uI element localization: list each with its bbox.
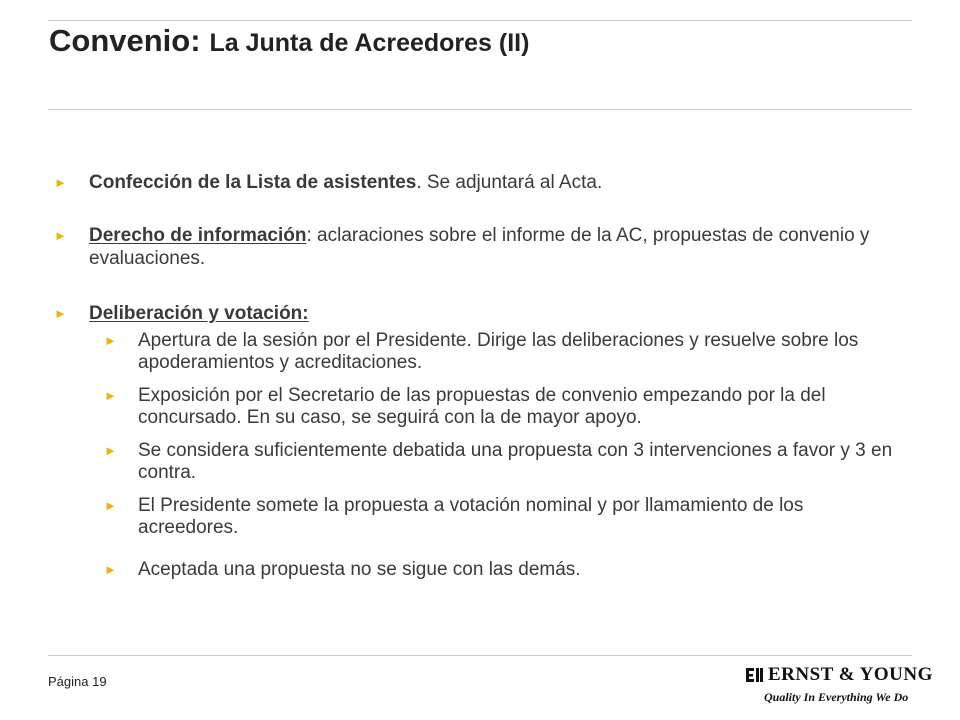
sub-bullet xyxy=(48,495,908,539)
arrow-bullet-icon: ► xyxy=(104,562,117,577)
sub-bullet xyxy=(48,385,908,429)
slide-title xyxy=(49,22,529,59)
arrow-bullet-icon: ► xyxy=(104,388,117,403)
logo-name: ERNST & YOUNG xyxy=(768,664,933,685)
arrow-bullet-icon: ► xyxy=(104,333,117,348)
arrow-bullet-icon: ► xyxy=(54,228,67,243)
slide-content xyxy=(48,165,908,592)
bullet-lead: Derecho de información xyxy=(89,225,307,246)
logo-mark-icon xyxy=(746,666,764,684)
sub-bullet xyxy=(48,559,908,581)
sub-bullet-text: Apertura de la sesión por el Presidente. Dirige las deliberaciones y resuelve sobre los apoderamientos y acreditaciones. xyxy=(138,330,859,373)
title-main: Convenio: xyxy=(49,23,201,58)
bullet-lead: Confección de la Lista de asistentes xyxy=(89,172,417,193)
bullet-list-de-asistentes xyxy=(48,171,908,194)
page-number: Página 19 xyxy=(48,674,107,689)
title-underline-divider xyxy=(48,109,912,110)
bullet-text: . Se adjuntará al Acta. xyxy=(416,172,603,193)
sub-bullet-text: Se considera suficientemente debatida una propuesta con 3 intervenciones a favor y 3 en contra. xyxy=(138,440,893,483)
sub-bullet xyxy=(48,330,908,374)
sub-bullet-text: Exposición por el Secretario de las propuestas de convenio empezando por la del concursado. En su caso, se seguirá con la de mayor apoyo. xyxy=(138,385,826,428)
footer-divider xyxy=(48,655,912,656)
sub-bullet-list xyxy=(48,330,908,581)
arrow-bullet-icon: ► xyxy=(104,443,117,458)
top-divider xyxy=(48,20,912,21)
arrow-bullet-icon: ► xyxy=(54,175,67,190)
arrow-bullet-icon: ► xyxy=(104,498,117,513)
sub-bullet-text: Aceptada una propuesta no se sigue con las demás. xyxy=(138,559,581,580)
arrow-bullet-icon: ► xyxy=(54,306,67,321)
bullet-text: : aclaraciones sobre el informe de la AC, propuestas de convenio y evaluaciones. xyxy=(89,225,870,269)
logo-tagline: Quality In Everything We Do xyxy=(764,690,909,704)
sub-bullet xyxy=(48,440,908,484)
bullet-derecho-informacion xyxy=(48,224,908,270)
bullet-deliberacion-votacion xyxy=(48,302,908,325)
ernst-young-logo xyxy=(746,663,933,709)
bullet-lead: Deliberación y votación: xyxy=(89,303,309,324)
title-sub: La Junta de Acreedores (II) xyxy=(209,29,530,57)
sub-bullet-text: El Presidente somete la propuesta a votación nominal y por llamamiento de los acreedores. xyxy=(138,495,804,538)
